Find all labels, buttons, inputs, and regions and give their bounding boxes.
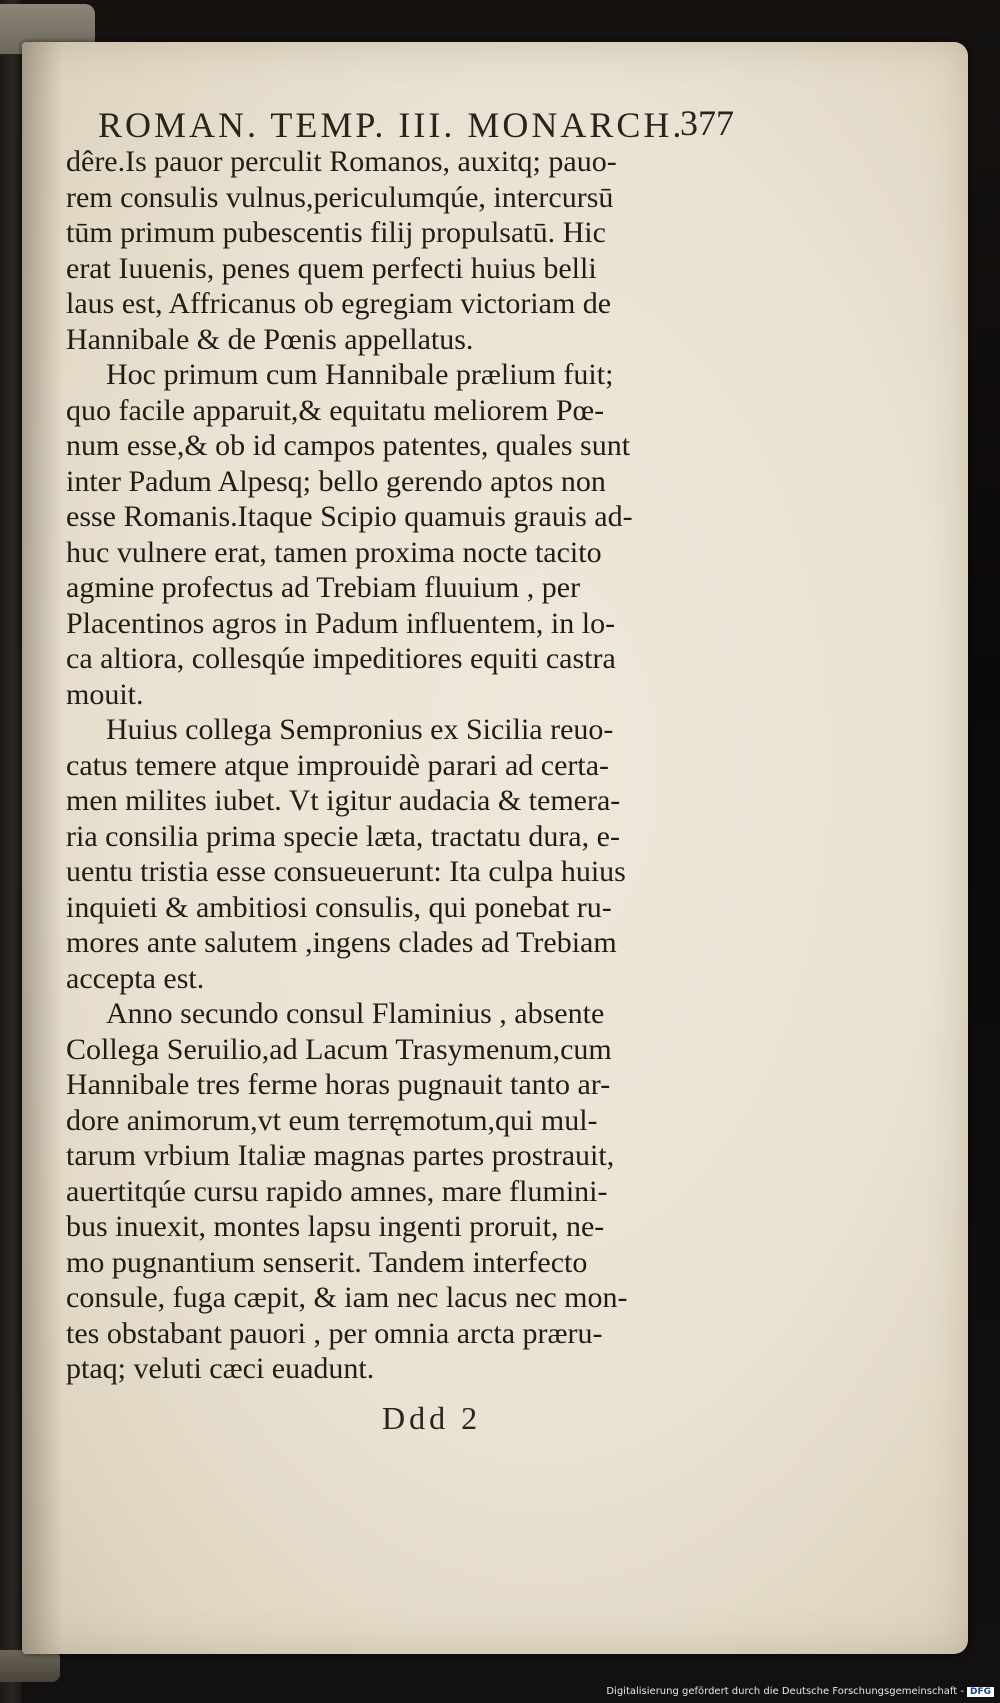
text-line: esse Romanis.Itaque Scipio quamuis grauis ad- <box>66 500 633 533</box>
text-line: catus temere atque improuidè parari ad certa- <box>66 748 610 782</box>
text-line: inter Padum Alpesq; bello gerendo aptos non <box>66 464 606 498</box>
text-line: Hannibale tres ferme horas pugnauit tanto ar- <box>66 1068 611 1101</box>
text-line: erat Iuuenis, penes quem perfecti huius belli <box>66 251 597 285</box>
text-line: Hoc primum cum Hannibale prælium fuit; <box>106 358 614 391</box>
text-line: laus est, Affricanus ob egregiam victoriam de <box>66 287 612 320</box>
text-line: accepta est. <box>66 961 205 995</box>
text-line: rem consulis vulnus,periculumqúe, intercursū <box>66 180 614 214</box>
text-line: ria consilia prima specie læta, tractatu dura, e- <box>66 819 620 853</box>
text-line: inquieti & ambitiosi consulis, qui ponebat ru- <box>66 890 612 924</box>
gutter-shadow <box>22 42 62 1654</box>
book-spine <box>0 0 22 1703</box>
dfg-logo: DFG <box>967 1687 994 1697</box>
book-page <box>22 42 968 1654</box>
text-line: Placentinos agros in Padum influentem, in lo- <box>66 606 616 640</box>
text-line: bus inuexit, montes lapsu ingenti proruit, ne- <box>66 1210 605 1243</box>
text-line: tes obstabant pauori , per omnia arcta præru- <box>66 1316 603 1350</box>
text-line: agmine profectus ad Trebiam fluuium , per <box>66 571 581 604</box>
text-line: huc vulnere erat, tamen proxima nocte tacito <box>66 535 602 569</box>
credit-text: Digitalisierung gefördert durch die Deutsche Forschungsgemeinschaft - <box>606 1686 964 1697</box>
text-line: mo pugnantium senserit. Tandem interfecto <box>66 1245 588 1279</box>
text-line: ptaq; veluti cæci euadunt. <box>66 1352 375 1385</box>
text-line: dêre.Is pauor perculit Romanos, auxitq; pauo- <box>66 145 617 178</box>
text-line: uentu tristia esse consueuerunt: Ita culpa huius <box>66 855 626 888</box>
text-line: men milites iubet. Vt igitur audacia & temera- <box>66 784 621 817</box>
text-line: Anno secundo consul Flaminius , absente <box>106 997 605 1030</box>
body-text <box>66 144 686 1387</box>
text-line: mores ante salutem ,ingens clades ad Trebiam <box>66 926 617 959</box>
running-head: ROMAN. TEMP. III. MONARCH. <box>98 105 685 145</box>
signature-mark: Ddd 2 <box>382 1400 482 1436</box>
digitization-credit <box>606 1686 994 1697</box>
text-line: quo facile apparuit,& equitatu meliorem Pœ- <box>66 393 605 427</box>
text-line: Collega Seruilio,ad Lacum Trasymenum,cum <box>66 1032 612 1066</box>
text-line: Huius collega Sempronius ex Sicilia reuo- <box>106 713 614 746</box>
text-line: num esse,& ob id campos patentes, quales sunt <box>66 429 631 462</box>
text-line: tarum vrbium Italiæ magnas partes prostrauit, <box>66 1139 615 1172</box>
text-line: Hannibale & de Pœnis appellatus. <box>66 322 474 356</box>
text-line: ca altiora, collesqúe impeditiores equiti castra <box>66 642 616 675</box>
text-line: consule, fuga cæpit, & iam nec lacus nec mon- <box>66 1281 628 1314</box>
text-line: mouit. <box>66 677 144 711</box>
text-line: tūm primum pubescentis filij propulsatū. Hic <box>66 216 606 249</box>
text-line: auertitqúe cursu rapido amnes, mare flumini- <box>66 1174 608 1208</box>
binding-tab-bottom <box>0 1650 60 1682</box>
page-number: 377 <box>680 103 734 143</box>
text-line: dore animorum,vt eum terręmotum,qui mul- <box>66 1103 598 1137</box>
